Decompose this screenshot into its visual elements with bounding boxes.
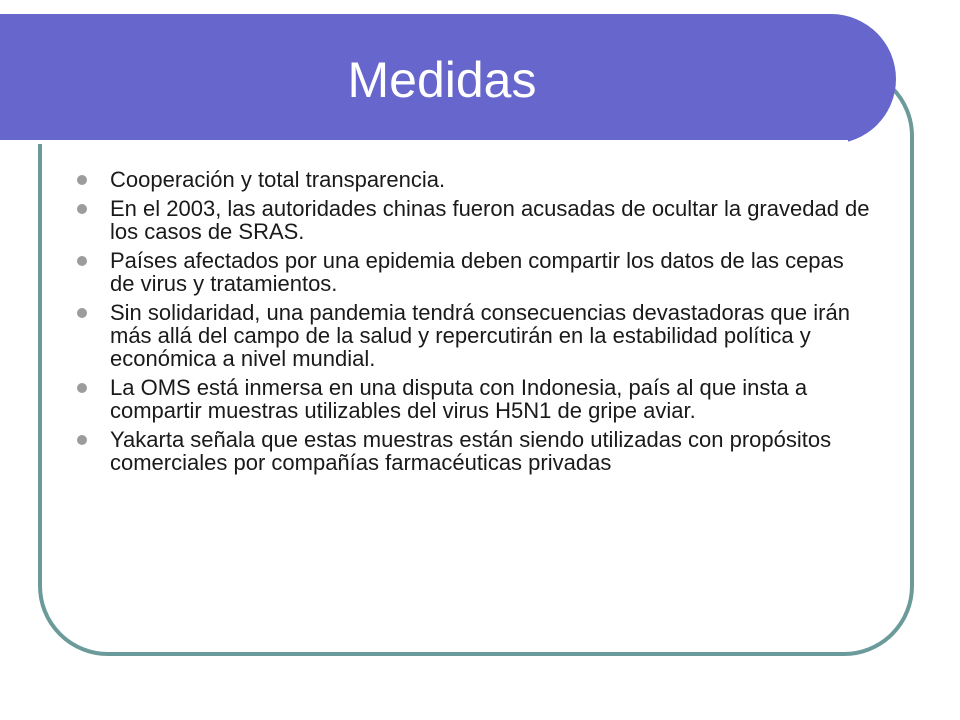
bullet-text: Sin solidaridad, una pandemia tendrá consecuencias devastadoras que irán más allá del campo de la salud y repercutirán en la estabilidad política y económica a nivel mundial. (110, 300, 850, 371)
bullet-icon (77, 204, 87, 214)
title-underline (0, 140, 848, 144)
bullet-icon (77, 308, 87, 318)
bullet-text: La OMS está inmersa en una disputa con Indonesia, país al que insta a compartir muestras utilizables del virus H5N1 de gripe aviar. (110, 375, 808, 423)
bullet-text: Cooperación y total transparencia. (110, 167, 446, 192)
bullet-item (74, 376, 874, 422)
bullet-item (74, 249, 874, 295)
bullet-item (74, 168, 874, 191)
slide-title: Medidas (347, 52, 537, 108)
title-bar (0, 14, 896, 144)
bullet-icon (77, 435, 87, 445)
bullet-list (74, 168, 874, 480)
bullet-item (74, 301, 874, 370)
bullet-item (74, 428, 874, 474)
bullet-text: Países afectados por una epidemia deben compartir los datos de las cepas de virus y tratamientos. (110, 248, 844, 296)
bullet-text: Yakarta señala que estas muestras están siendo utilizadas con propósitos comerciales por compañías farmacéuticas privadas (110, 427, 832, 475)
bullet-icon (77, 175, 87, 185)
bullet-icon (77, 383, 87, 393)
bullet-text: En el 2003, las autoridades chinas fueron acusadas de ocultar la gravedad de los casos de SRAS. (110, 196, 870, 244)
bullet-item (74, 197, 874, 243)
bullet-icon (77, 256, 87, 266)
